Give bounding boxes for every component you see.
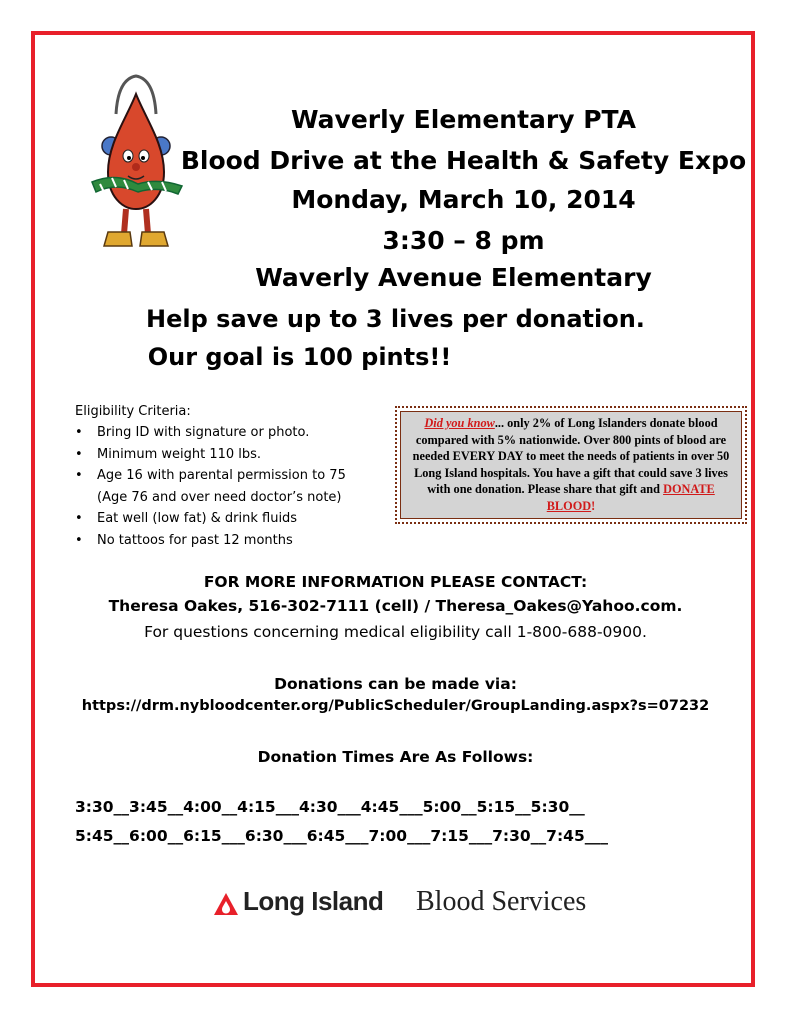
header-save-lives: Help save up to 3 lives per donation. bbox=[146, 305, 645, 333]
eligibility-list bbox=[75, 422, 346, 551]
list-item: (Age 76 and over need doctor’s note) bbox=[97, 489, 342, 505]
donation-times-row-2: 5:45__6:00__6:15___6:30___6:45___7:00___7:15___7:30__7:45___ bbox=[75, 827, 608, 845]
eligibility-title: Eligibility Criteria: bbox=[75, 404, 191, 419]
list-item: • Minimum weight 110 lbs. bbox=[75, 444, 346, 466]
contact-heading: FOR MORE INFORMATION PLEASE CONTACT: bbox=[203, 573, 588, 591]
did-you-know-end: ! bbox=[591, 498, 596, 513]
donate-blood-link[interactable]: DONATE BLOOD bbox=[546, 482, 715, 513]
medical-eligibility-line: For questions concerning medical eligibility call 1-800-688-0900. bbox=[144, 623, 647, 641]
header-event-name: Blood Drive at the Health & Safety Expo bbox=[180, 146, 747, 175]
list-item: • Bring ID with signature or photo. bbox=[75, 422, 346, 444]
logo-text-long-island: Long Island bbox=[243, 886, 384, 916]
list-item: • Eat well (low fat) & drink fluids bbox=[75, 508, 346, 530]
times-heading: Donation Times Are As Follows: bbox=[257, 748, 534, 766]
did-you-know-body: ... only 2% of Long Islanders donate blood compared with 5% nationwide. Over 800 pints of blood are needed EVERY DAY to meet the needs of patients in over 50 Long Island hospitals. You have a gift that could save 3 lives with one donation. Please share that gift and bbox=[412, 416, 730, 496]
header-time: 3:30 – 8 pm bbox=[382, 226, 545, 255]
list-item: • Age 16 with parental permission to 75 bbox=[75, 465, 346, 487]
donations-heading: Donations can be made via: bbox=[274, 675, 517, 693]
logo-text-blood-services: Blood Services bbox=[416, 886, 587, 917]
donation-url-link[interactable]: https://drm.nybloodcenter.org/PublicScheduler/GroupLanding.aspx?s=07232 bbox=[81, 698, 710, 714]
donation-times-row-1: 3:30__3:45__4:00__4:15___4:30___4:45___5:00__5:15__5:30__ bbox=[75, 798, 585, 816]
did-you-know-lead: Did you know bbox=[424, 416, 495, 430]
did-you-know-box bbox=[395, 406, 747, 524]
header-location: Waverly Avenue Elementary bbox=[255, 263, 652, 292]
blood-drop-triangle-icon bbox=[213, 892, 239, 916]
header-goal: Our goal is 100 pints!! bbox=[147, 343, 452, 371]
header-date: Monday, March 10, 2014 bbox=[291, 185, 636, 214]
list-item: • No tattoos for past 12 months bbox=[75, 530, 346, 552]
did-you-know-text bbox=[400, 411, 742, 519]
contact-line: Theresa Oakes, 516-302-7111 (cell) / Theresa_Oakes@Yahoo.com. bbox=[108, 597, 683, 615]
header-school-pta: Waverly Elementary PTA bbox=[290, 105, 637, 134]
